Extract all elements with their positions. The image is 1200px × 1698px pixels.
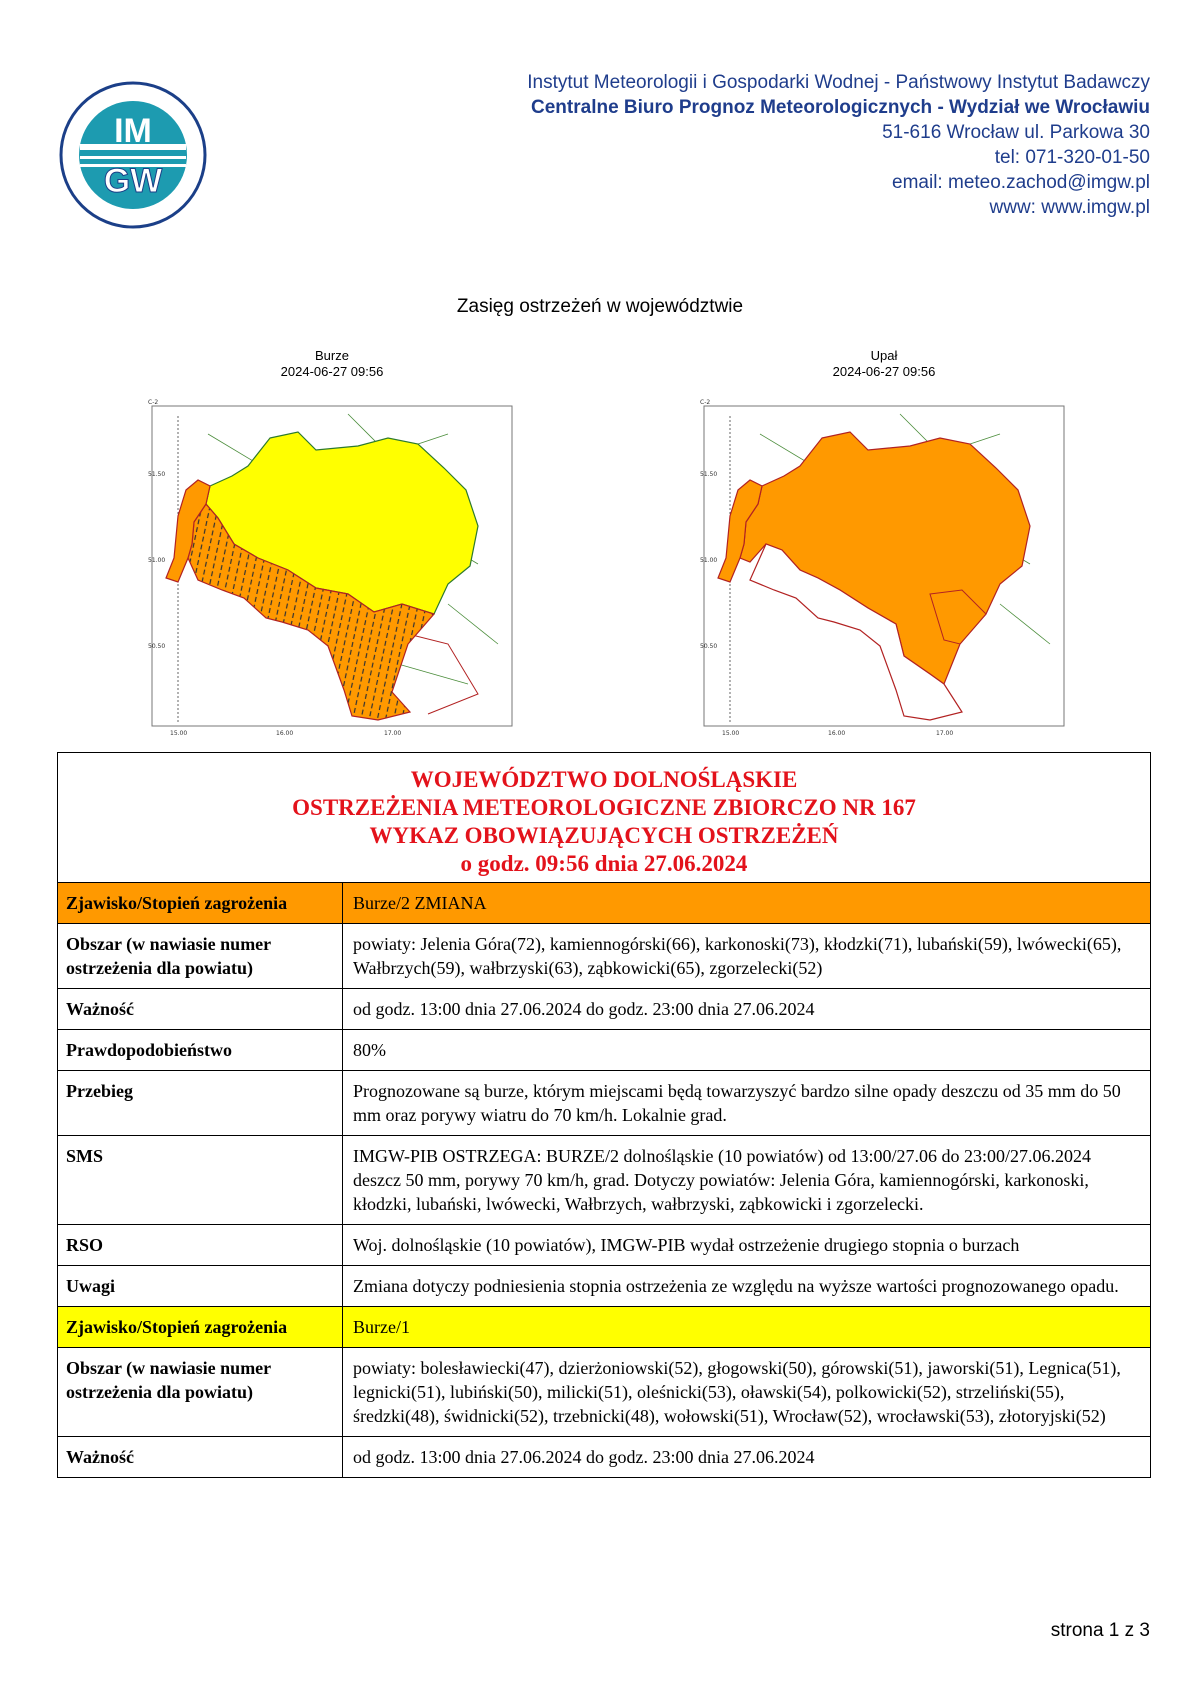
map-caption bbox=[148, 348, 516, 380]
row-key: Ważność bbox=[58, 1437, 343, 1477]
page-number: strona 1 z 3 bbox=[1050, 1620, 1150, 1641]
warning-number: OSTRZEŻENIA METEOROLOGICZNE ZBIORCZO NR 167 bbox=[292, 795, 916, 820]
lat-tick: 51.00 bbox=[148, 557, 166, 564]
email-link[interactable]: email: meteo.zachod@imgw.pl bbox=[892, 172, 1150, 193]
table-row-sms bbox=[58, 1136, 1150, 1225]
map-burze bbox=[148, 348, 516, 737]
svg-text:IM: IM bbox=[114, 112, 152, 150]
row-key: Zjawisko/Stopień zagrożenia bbox=[58, 883, 343, 923]
row-value: Burze/2 ZMIANA bbox=[353, 893, 487, 913]
lon-tick: 17.00 bbox=[384, 730, 402, 737]
table-row-validity bbox=[58, 1437, 1150, 1477]
map-frame bbox=[148, 394, 516, 737]
row-value: Prognozowane są burze, którym miejscami będą towarzyszyć bardzo silne opady deszczu od 35 mm do 50 mm oraz porywy wiatru do 70 km/h. Lokalnie grad. bbox=[353, 1081, 1121, 1125]
warning-list-title: WYKAZ OBOWIĄZUJĄCYCH OSTRZEŻEŃ bbox=[369, 823, 839, 848]
table-row-course bbox=[58, 1071, 1150, 1136]
map-timestamp: 2024-06-27 09:56 bbox=[832, 364, 936, 379]
table-row-phenomenon bbox=[58, 883, 1150, 924]
row-key: SMS bbox=[58, 1136, 343, 1224]
corner-label: C-2 bbox=[148, 399, 159, 406]
lon-tick: 15.00 bbox=[722, 730, 740, 737]
row-value: powiaty: Jelenia Góra(72), kamiennogórski(66), karkonoski(73), kłodzki(71), lubański(59), lwówecki(65), Wałbrzych(59), wałbrzyski(63), ząbkowicki(65), zgorzelecki(52) bbox=[353, 934, 1122, 978]
map-timestamp: 2024-06-27 09:56 bbox=[280, 364, 384, 379]
table-row-remarks bbox=[58, 1266, 1150, 1307]
table-row-validity bbox=[58, 989, 1150, 1030]
warning-voivodeship: WOJEWÓDZTWO DOLNOŚLĄSKIE bbox=[410, 767, 798, 792]
address: 51-616 Wrocław ul. Parkowa 30 bbox=[882, 122, 1150, 143]
lon-tick: 16.00 bbox=[828, 730, 846, 737]
lat-tick: 50.50 bbox=[148, 643, 166, 650]
warning-table bbox=[57, 752, 1151, 1478]
row-value: 80% bbox=[353, 1040, 386, 1060]
lat-tick: 50.50 bbox=[700, 643, 718, 650]
range-title: Zasięg ostrzeżeń w województwie bbox=[456, 296, 744, 317]
row-value: Zmiana dotyczy podniesienia stopnia ostrzeżenia ze względu na wyższe wartości prognozowanego opadu. bbox=[353, 1276, 1119, 1296]
warning-time: o godz. 09:56 dnia 27.06.2024 bbox=[460, 851, 748, 876]
row-key: RSO bbox=[58, 1225, 343, 1265]
lon-tick: 17.00 bbox=[936, 730, 954, 737]
table-row-phenomenon bbox=[58, 1307, 1150, 1348]
row-value: powiaty: bolesławiecki(47), dzierżoniowski(52), głogowski(50), górowski(51), jaworski(51), Legnica(51), legnicki(51), lubiński(50), milicki(51), oleśnicki(53), oławski(54), polkowicki(52), strzeliński(55), średzki(48), świdnicki(52), trzebnicki(48), wołowski(51), Wrocław(52), wrocławski(53), złotoryjski(52) bbox=[353, 1358, 1121, 1426]
map-upal bbox=[700, 348, 1068, 737]
table-row-rso bbox=[58, 1225, 1150, 1266]
row-value: IMGW-PIB OSTRZEGA: BURZE/2 dolnośląskie (10 powiatów) od 13:00/27.06 do 23:00/27.06.2024 deszcz 50 mm, porywy 70 km/h, grad. Dotyczy powiatów: Jelenia Góra, kamiennogórski, karkonoski, kłodzki, lubański, lwówecki, Wałbrzych, wałbrzyski, ząbkowicki i zgorzelecki. bbox=[353, 1146, 1091, 1214]
office-name: Centralne Biuro Prognoz Meteorologicznych - Wydział we Wrocławiu bbox=[531, 97, 1150, 118]
imgw-logo bbox=[58, 80, 208, 230]
institute-header bbox=[527, 70, 1150, 220]
svg-text:GW: GW bbox=[103, 162, 163, 200]
warning-header bbox=[58, 753, 1150, 883]
map-frame bbox=[700, 394, 1068, 737]
row-key: Uwagi bbox=[58, 1266, 343, 1306]
row-value: od godz. 13:00 dnia 27.06.2024 do godz. 23:00 dnia 27.06.2024 bbox=[353, 999, 815, 1019]
institute-name: Instytut Meteorologii i Gospodarki Wodnej - Państwowy Instytut Badawczy bbox=[527, 72, 1150, 93]
row-value: Woj. dolnośląskie (10 powiatów), IMGW-PIB wydał ostrzeżenie drugiego stopnia o burzach bbox=[353, 1235, 1020, 1255]
row-key: Zjawisko/Stopień zagrożenia bbox=[58, 1307, 343, 1347]
map-title: Upał bbox=[870, 348, 898, 363]
map-title: Burze bbox=[315, 348, 349, 363]
table-row-area bbox=[58, 1348, 1150, 1437]
row-key: Prawdopodobieństwo bbox=[58, 1030, 343, 1070]
table-row-probability bbox=[58, 1030, 1150, 1071]
lat-tick: 51.50 bbox=[148, 471, 166, 478]
lat-tick: 51.50 bbox=[700, 471, 718, 478]
lon-tick: 15.00 bbox=[170, 730, 188, 737]
www-link[interactable]: www: www.imgw.pl bbox=[989, 197, 1150, 218]
row-key: Obszar (w nawiasie numer ostrzeżenia dla powiatu) bbox=[58, 1348, 343, 1436]
row-key: Przebieg bbox=[58, 1071, 343, 1135]
lon-tick: 16.00 bbox=[276, 730, 294, 737]
lat-tick: 51.00 bbox=[700, 557, 718, 564]
row-value: od godz. 13:00 dnia 27.06.2024 do godz. 23:00 dnia 27.06.2024 bbox=[353, 1447, 815, 1467]
row-key: Ważność bbox=[58, 989, 343, 1029]
map-caption bbox=[700, 348, 1068, 380]
row-key: Obszar (w nawiasie numer ostrzeżenia dla powiatu) bbox=[58, 924, 343, 988]
phone: tel: 071-320-01-50 bbox=[994, 147, 1150, 168]
row-value: Burze/1 bbox=[353, 1317, 410, 1337]
table-row-area bbox=[58, 924, 1150, 989]
corner-label: C-2 bbox=[700, 399, 711, 406]
